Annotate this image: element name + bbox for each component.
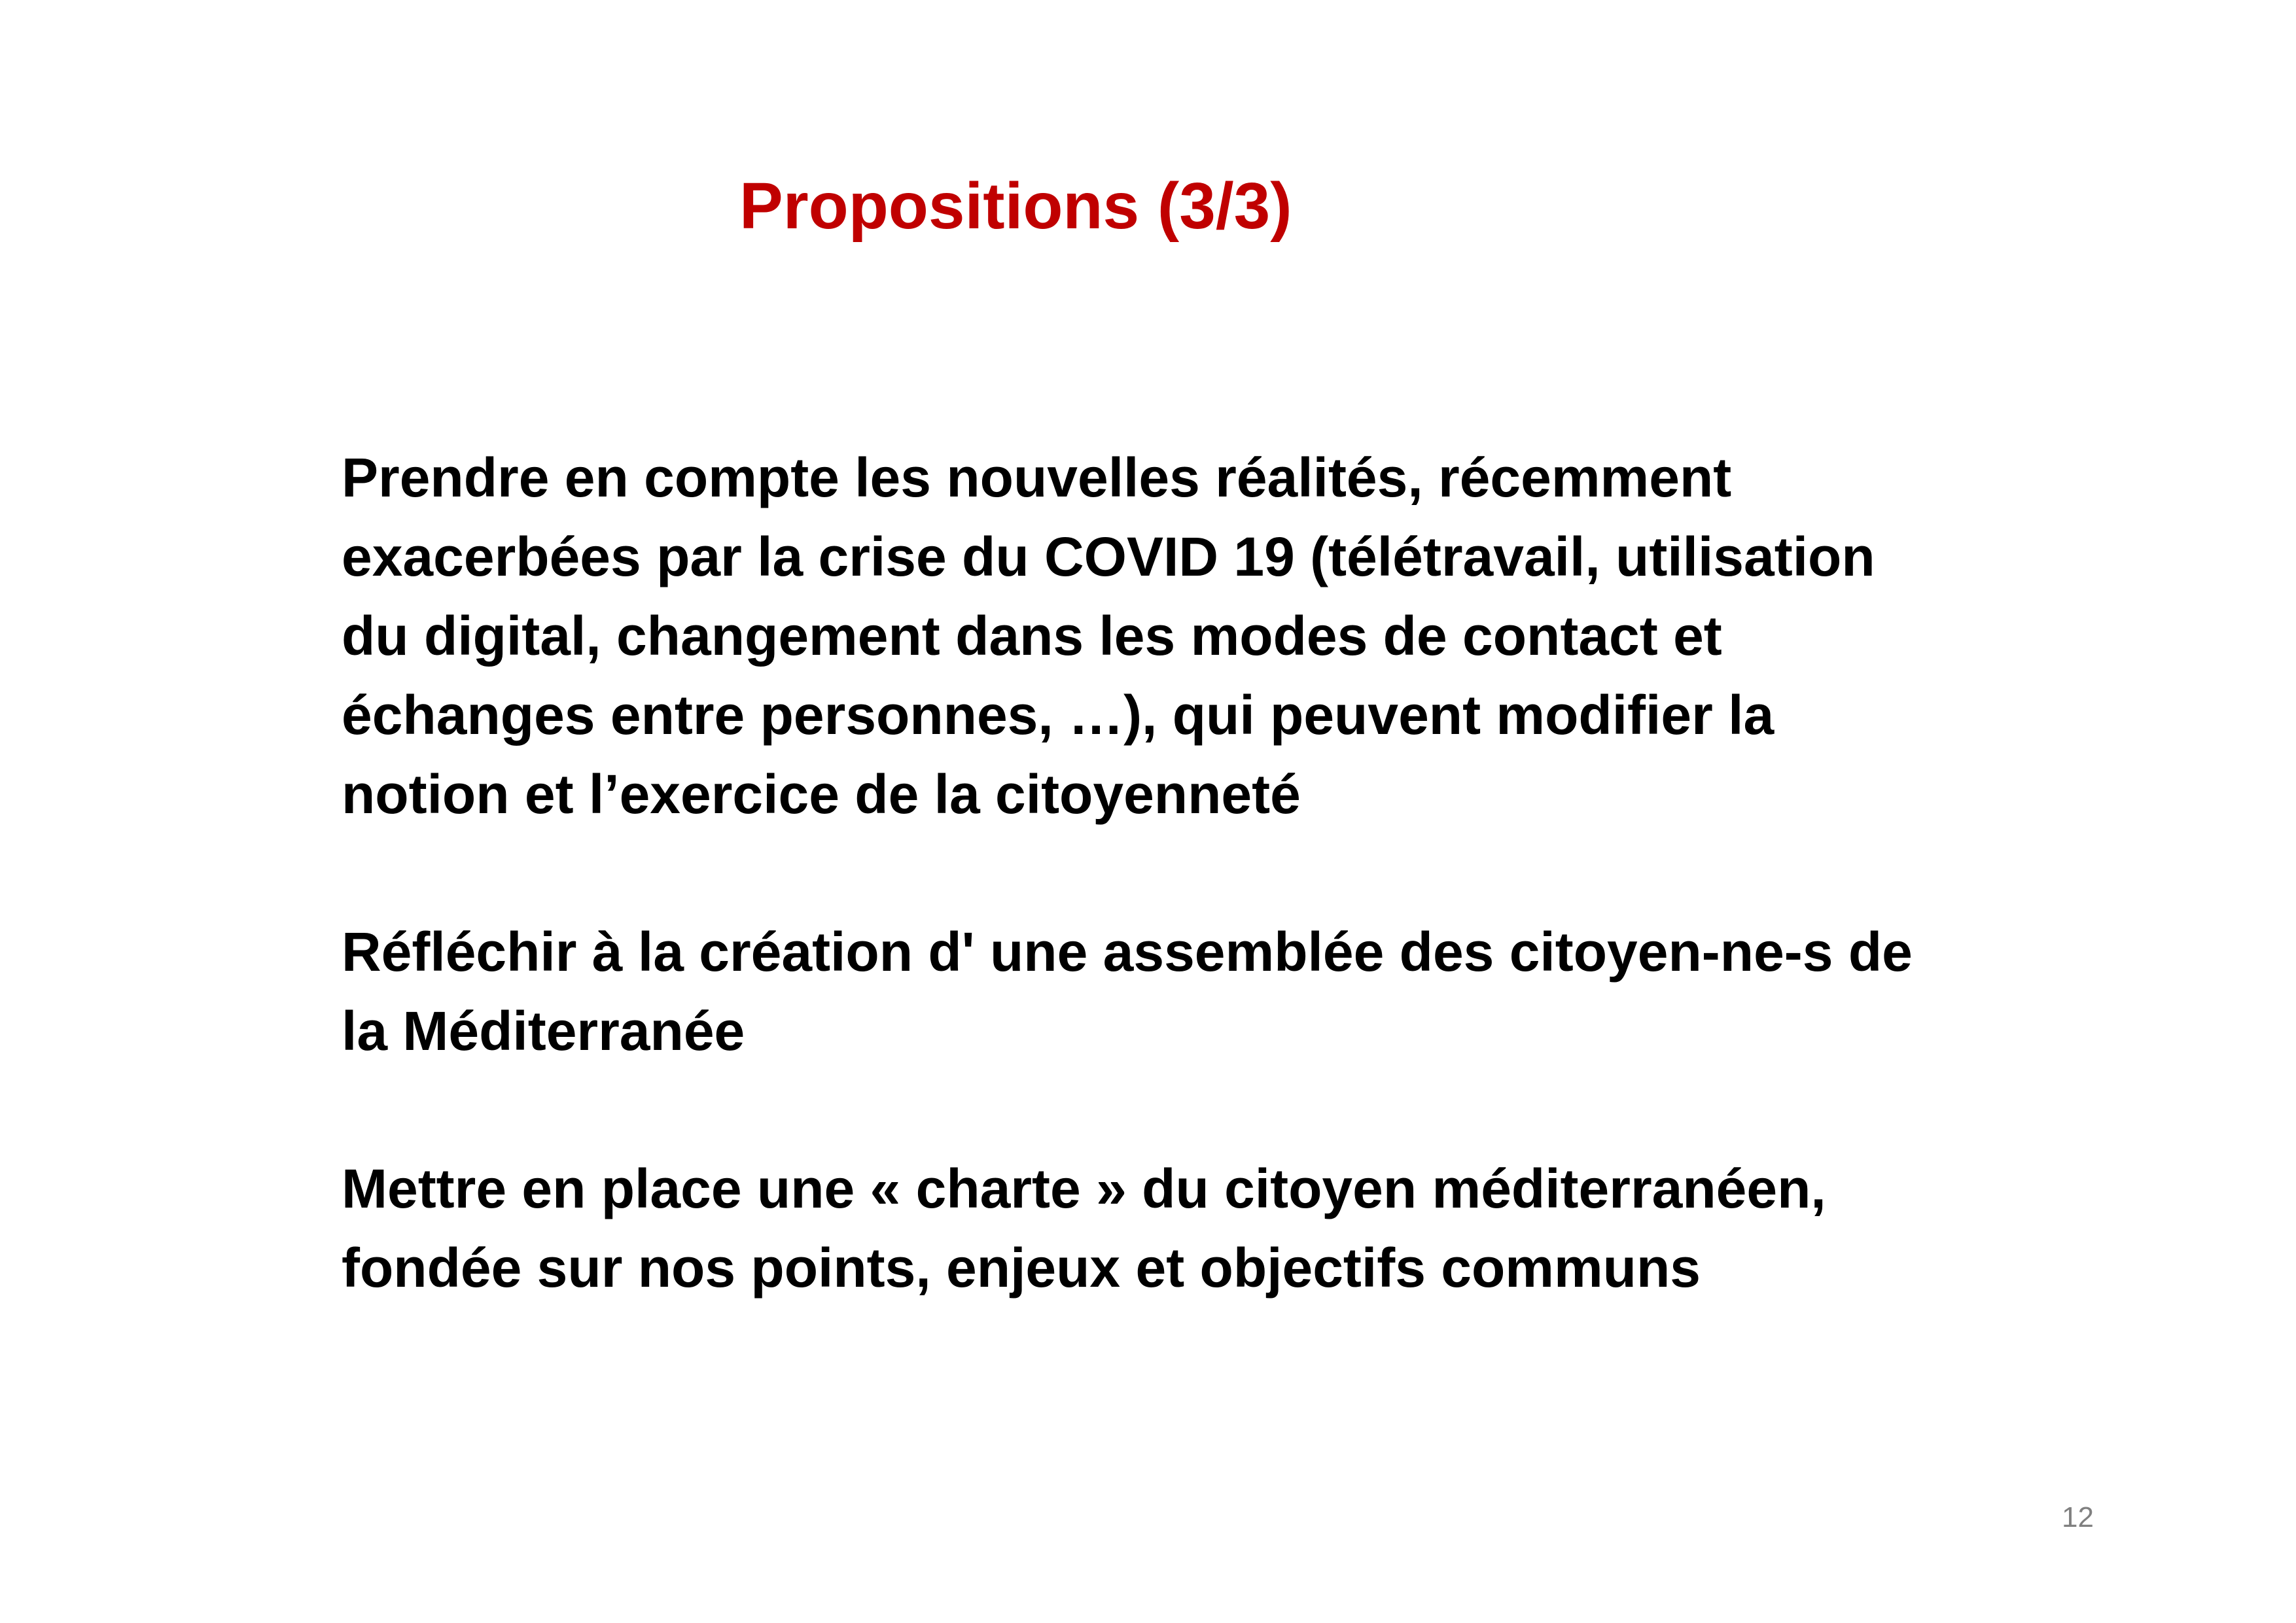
paragraph-line: échanges entre personnes, …), qui peuvent modifier la <box>342 684 1775 746</box>
proposal-paragraph-2 <box>342 913 2017 1071</box>
slide-title: Propositions (3/3) <box>739 169 1292 243</box>
paragraph-line: exacerbées par la crise du COVID 19 (télétravail, utilisation <box>342 526 1875 587</box>
proposal-paragraph-3 <box>342 1149 2017 1308</box>
page-number: 12 <box>2062 1501 2094 1533</box>
paragraph-line: Mettre en place une « charte » du citoyen méditerranéen, <box>342 1158 1826 1219</box>
slide-body <box>342 438 2017 1386</box>
proposal-paragraph-1 <box>342 438 2017 834</box>
paragraph-line: Réfléchir à la création d' une assemblée des citoyen-ne-s de <box>342 921 1913 983</box>
paragraph-line: du digital, changement dans les modes de contact et <box>342 605 1722 667</box>
paragraph-line: la Méditerranée <box>342 1000 745 1062</box>
paragraph-line: Prendre en compte les nouvelles réalités, récemment <box>342 447 1732 508</box>
paragraph-line: notion et l’exercice de la citoyenneté <box>342 763 1301 825</box>
paragraph-line: fondée sur nos points, enjeux et objectifs communs <box>342 1237 1701 1299</box>
